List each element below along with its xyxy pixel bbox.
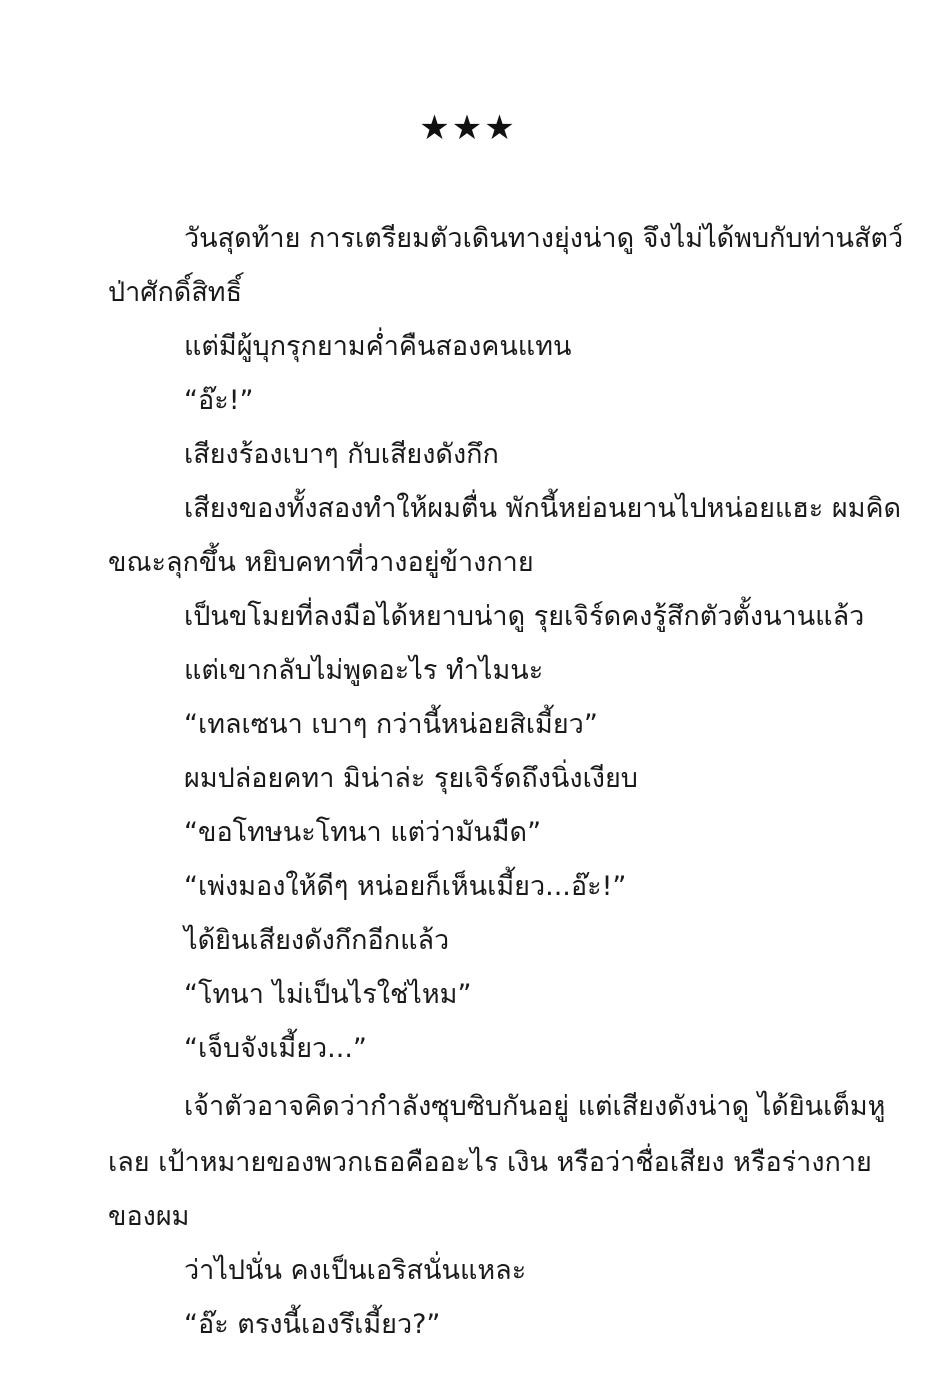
paragraph-line: เป็นขโมยที่ลงมือได้หยาบน่าดู รุยเจิร์ดคงรู้สึกตัวตั้งนานแล้ว (184, 601, 865, 632)
paragraph-line: ว่าไปนั่น คงเป็นเอริสนั่นแหละ (184, 1255, 527, 1286)
dialogue-line: “เจ็บจังเมี้ยว...” (184, 1033, 367, 1064)
paragraph-line: เจ้าตัวอาจคิดว่ากำลังซุบซิบกันอยู่ แต่เสียงดังน่าดู ได้ยินเต็มหู (184, 1091, 886, 1122)
dialogue-line: “โทนา ไม่เป็นไรใช่ไหม” (184, 979, 472, 1010)
paragraph-line: แต่เขากลับไม่พูดอะไร ทำไมนะ (184, 655, 544, 686)
paragraph-line: ได้ยินเสียงดังกึกอีกแล้ว (184, 925, 450, 956)
paragraph-line: แต่มีผู้บุกรุกยามค่ำคืนสองคนแทน (184, 331, 572, 362)
paragraph-line: วันสุดท้าย การเตรียมตัวเดินทางยุ่งน่าดู จึงไม่ได้พบกับท่านสัตว์ (184, 223, 904, 254)
dialogue-line: “อ๊ะ ตรงนี้เองรึเมี้ยว?” (184, 1309, 441, 1340)
dialogue-line: “เพ่งมองให้ดีๆ หน่อยก็เห็นเมี้ยว...อ๊ะ!” (184, 871, 627, 902)
dialogue-line: “เทลเซนา เบาๆ กว่านี้หน่อยสิเมี้ยว” (184, 709, 598, 740)
paragraph-line: เสียงของทั้งสองทำให้ผมตื่น พักนี้หย่อนยานไปหน่อยแฮะ ผมคิด (184, 493, 902, 524)
paragraph-line: ของผม (108, 1201, 190, 1232)
paragraph-line: ป่าศักดิ์สิทธิ์ (108, 277, 243, 308)
dialogue-line: “ขอโทษนะโทนา แต่ว่ามันมืด” (184, 817, 542, 848)
paragraph-line: ขณะลุกขึ้น หยิบคทาที่วางอยู่ข้างกาย (108, 547, 534, 578)
paragraph-line: เสียงร้องเบาๆ กับเสียงดังกึก (184, 439, 499, 470)
dialogue-line: “อ๊ะ!” (184, 385, 254, 416)
section-break-stars: ★★★ (419, 108, 517, 148)
paragraph-line: ผมปล่อยคทา มิน่าล่ะ รุยเจิร์ดถึงนิ่งเงียบ (184, 763, 638, 794)
paragraph-line: เลย เป้าหมายของพวกเธอคืออะไร เงิน หรือว่าชื่อเสียง หรือร่างกาย (108, 1147, 872, 1178)
